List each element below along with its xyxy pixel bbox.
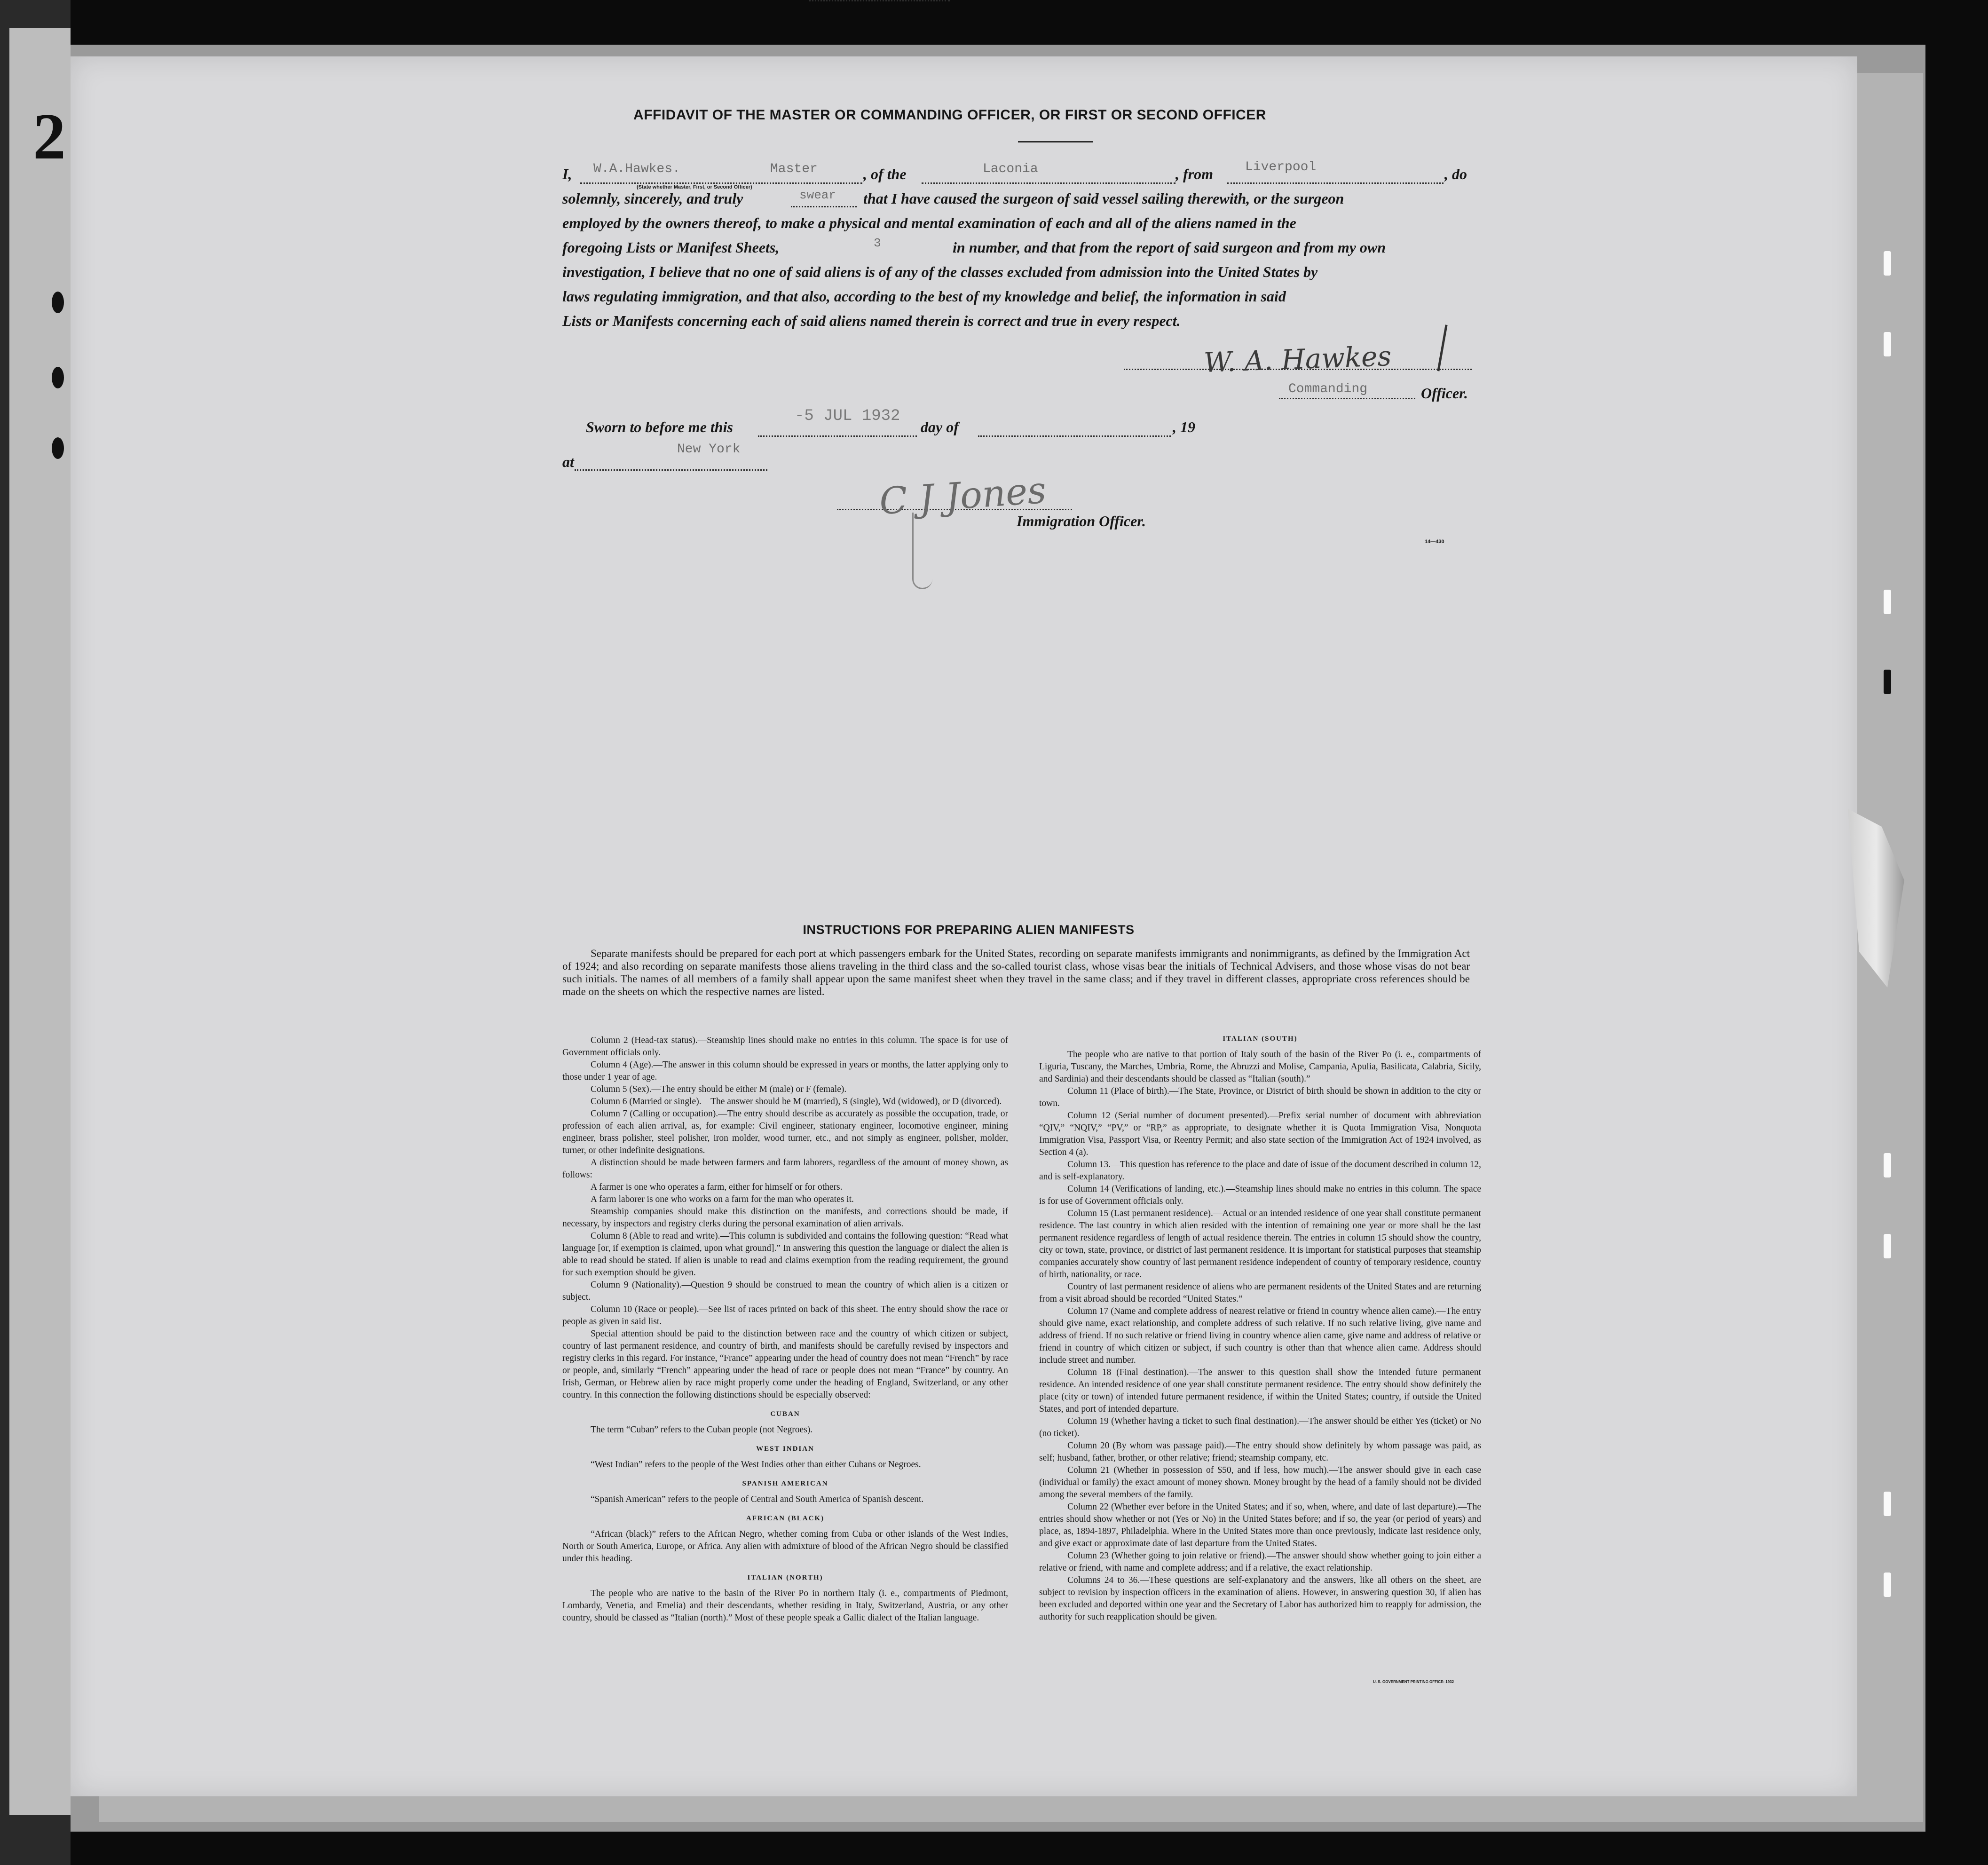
instruction-paragraph: Column 5 (Sex).—The entry should be either M (male) or F (female). — [591, 1084, 847, 1094]
punch-tab — [1884, 1234, 1891, 1258]
at-label: at — [562, 453, 574, 470]
west-indian-text: “West Indian” refers to the people of the West Indies other than either Cubans or Negroes. — [591, 1460, 921, 1470]
instruction-paragraph: Column 20 (By whom was passage paid).—The entry should show definitely by whom passage was paid, as self; husband, father, brother, or other relative; friend; steamship company, etc. — [1039, 1441, 1481, 1463]
binder-hole — [52, 292, 64, 313]
african-text: “African (black)” refers to the African Negro, whether coming from Cuba or other islands of the West Indies, North or South America, Europe, or Africa. Any alien with admixture of blood of the African Negro should be classified under this heading. — [562, 1529, 1008, 1564]
affidavit-line-3: employed by the owners thereof, to make a physical and mental examination of each and all of the aliens named in the — [562, 214, 1296, 231]
date-stamp: -5 JUL 1932 — [795, 407, 900, 425]
punch-tab — [1884, 1153, 1891, 1177]
instruction-paragraph: Column 22 (Whether ever before in the United States; and if so, when, where, and date of last departure).—The entries should show whether or not (Yes or No) in the United States before; and if so, the year (or period of years) and place, as, 1894-1897, Philadelphia. Where in the United States more than once previously, indicate last residence only, and give exact or approximate date of last departure from the United States. — [1039, 1502, 1481, 1549]
signature-loop — [912, 513, 932, 589]
instruction-paragraph: A farm laborer is one who works on a farm for the man who operates it. — [591, 1194, 854, 1204]
right-column-paragraphs — [1039, 1049, 1481, 1623]
rank-hint: (State whether Master, First, or Second Officer) — [637, 184, 752, 190]
punch-tab — [1884, 251, 1891, 276]
instruction-paragraph: Column 9 (Nationality).—Question 9 should be construed to mean the country of which alien is a citizen or subject. — [562, 1280, 1008, 1302]
affidavit-line-7: Lists or Manifests concerning each of said aliens named therein is correct and true in every respect. — [562, 312, 1181, 329]
sworn-label: Sworn to before me this — [586, 419, 733, 435]
instructions-right-column — [1039, 1033, 1481, 1623]
affidavit-line-5: investigation, I believe that no one of said aliens is of any of the classes excluded from admission into the United States by — [562, 263, 1318, 280]
do-label: , do — [1444, 166, 1467, 182]
binder-hole — [52, 437, 64, 459]
instruction-paragraph: Country of last permanent residence of aliens who are permanent residents of the United States and are returning from a visit abroad should be recorded “United States.” — [1039, 1282, 1481, 1304]
oath-line — [791, 206, 857, 207]
officer-title-value: Commanding — [1288, 382, 1368, 396]
instruction-paragraph: Column 17 (Name and complete address of nearest relative or friend in country whence alien came).—The entry should give name, exact relationship, and complete address of such relative. If no such relative living, give name and address of friend. If no such relative or friend living in country whence alien came, give name and address of relative or friend in country of which citizen or subject, if such country is other than that whence alien came. Address should include street and number. — [1039, 1306, 1481, 1365]
i-label: I, — [562, 166, 572, 182]
punch-tab — [1884, 1492, 1891, 1516]
affidavit-line-4-end: in number, and that from the report of said surgeon and from my own — [953, 239, 1386, 256]
sheets-value: 3 — [874, 236, 881, 250]
printer-mark: U. S. GOVERNMENT PRINTING OFFICE: 1932 — [1373, 1680, 1454, 1684]
instruction-paragraph: Column 8 (Able to read and write).—This column is subdivided and contains the following question: “Read what language [or, if exemption is claimed, upon what ground].” In answering this question the language or dialect the alien is able to read should be stated. If alien is unable to read and claims exemption from the reading requirement, the ground for such exemption should be given. — [562, 1231, 1008, 1278]
cuban-heading: CUBAN — [770, 1410, 800, 1418]
instruction-paragraph: Column 14 (Verifications of landing, etc.).—Steamship lines should make no entries in this column. The space is for use of Government officials only. — [1039, 1184, 1481, 1206]
west-indian-heading: WEST INDIAN — [756, 1445, 814, 1453]
place-value: New York — [677, 442, 741, 457]
punch-tab — [1884, 332, 1891, 356]
ship-line — [922, 182, 1175, 184]
instruction-paragraph: Columns 24 to 36.—These questions are self-explanatory and the answers, like all others on the sheet, are subject to revision by inspection officers in the examination of aliens. However, in answering question 30, if alien has been excluded and deported within one year and the Secretary of Labor has authorized him to reapply for admission, the authority for such reapplication should be given. — [1039, 1575, 1481, 1622]
left-column-paragraphs — [562, 1035, 1008, 1401]
instruction-paragraph: Column 21 (Whether in possession of $50, and if less, how much).—The answer should give in each case (individual or family) the exact amount of money shown. Money brought by the head of a family should not be divided among the several members of the family. — [1039, 1465, 1481, 1500]
instruction-paragraph: Steamship companies should make this distinction on the manifests, and corrections should be made, if necessary, by inspectors and registry clerks during the personal examination of alien arrivals. — [562, 1207, 1008, 1229]
affidavit-line-2-end: that I have caused the surgeon of said vessel sailing therewith, or the surgeon — [863, 190, 1344, 207]
instructions-title: INSTRUCTIONS FOR PREPARING ALIEN MANIFESTS — [803, 923, 1135, 937]
corner-mark: 2 — [33, 100, 66, 173]
instruction-paragraph: A distinction should be made between farmers and farm laborers, regardless of the amount of money shown, as follows: — [562, 1158, 1008, 1180]
italian-north-text: The people who are native to the basin of the River Po in northern Italy (i. e., compartments of Piedmont, Lombardy, Venetia, and Emelia) and their descendants, whether residing in Italy, Switzerland, Austria, or any other country, should be classed as “Italian (north).” Most of these people speak a Gallic dialect of the Italian language. — [562, 1588, 1008, 1623]
instruction-paragraph: Column 23 (Whether going to join relative or friend).—The answer should show whether going to join either a relative or friend, with name and complete address; and if a relative, the exact relationship. — [1039, 1551, 1481, 1573]
punch-tab — [1884, 670, 1891, 694]
day-of-label: day of — [921, 419, 959, 435]
instruction-paragraph: Column 11 (Place of birth).—The State, Province, or District of birth should be shown in addition to the city or town. — [1039, 1086, 1481, 1108]
punch-tab — [1884, 590, 1891, 614]
instruction-paragraph: Column 2 (Head-tax status).—Steamship lines should make no entries in this column. The space is for use of Government officials only. — [562, 1035, 1008, 1058]
immigration-officer-label: Immigration Officer. — [1017, 513, 1146, 529]
spanish-american-heading: SPANISH AMERICAN — [742, 1480, 828, 1487]
master-signature: W. A. Hawkes — [1203, 340, 1392, 379]
place-line — [575, 469, 767, 471]
from-label: , from — [1175, 166, 1213, 182]
month-line — [978, 435, 1171, 437]
title-rule — [1018, 141, 1093, 142]
spanish-american-text: “Spanish American” refers to the people of Central and South America of Spanish descent. — [591, 1494, 924, 1504]
african-heading: AFRICAN (BLACK) — [746, 1515, 825, 1522]
instruction-paragraph: Column 18 (Final destination).—The answer to this question shall show the intended future permanent residence. An intended residence of one year shall constitute permanent residence. The entry should show definitely the place (city or town) of intended future permanent residence, if within the United States; country, if outside the United States, and port of intended departure. — [1039, 1367, 1481, 1414]
instruction-paragraph: Column 7 (Calling or occupation).—The entry should describe as accurately as possible the occupation, trade, or profession of each alien arrival, as, for example: Civil engineer, stationary engineer, locomotive engineer, mining engineer, brass polisher, steel polisher, iron molder, wood turner, etc., and not simply as engineer, polisher, molder, turner, or other indefinite designations. — [562, 1109, 1008, 1155]
of-the-label: , of the — [863, 166, 907, 182]
binder-hole — [52, 367, 64, 388]
officer-label: Officer. — [1421, 385, 1468, 402]
sworn-date-line — [758, 435, 917, 437]
instruction-paragraph: Column 4 (Age).—The answer in this column should be expressed in years or months, the latter applying only to those under 1 year of age. — [562, 1060, 1008, 1082]
instruction-paragraph: Column 6 (Married or single).—The answer should be M (married), S (single), Wd (widowed), or D (divorced). — [591, 1097, 1002, 1106]
instruction-paragraph: Column 12 (Serial number of document presented).—Prefix serial number of document with abbreviation “QIV,” “NQIV,” “PV,” or “RP,” as appropriate, to designate whether it is Quota Immigration Visa, Nonquota Immigration Visa, Passport Visa, or Reentry Permit; and also state section of the Immigration Act of 1924 involved, as Section 4 (a). — [1039, 1111, 1481, 1157]
instruction-paragraph: Column 19 (Whether having a ticket to such final destination).—The answer should be either Yes (ticket) or No (no ticket). — [1039, 1416, 1481, 1438]
instruction-paragraph: Column 10 (Race or people).—See list of races printed on back of this sheet. The entry should show the race or people as given in said list. — [562, 1304, 1008, 1327]
italian-north-heading: ITALIAN (NORTH) — [747, 1574, 823, 1581]
affidavit-title: AFFIDAVIT OF THE MASTER OR COMMANDING OFFICER, OR FIRST OR SECOND OFFICER — [633, 107, 1266, 123]
instructions-intro — [562, 947, 1470, 998]
cuban-text: The term “Cuban” refers to the Cuban people (not Negroes). — [591, 1425, 813, 1435]
affidavit-line-6: laws regulating immigration, and that also, according to the best of my knowledge and belief, the information in said — [562, 288, 1286, 305]
instruction-paragraph: The people who are native to that portion of Italy south of the basin of the River Po (i. e., compartments of Liguria, Tuscany, the Marches, Umbria, Rome, the Abruzzi and Molise, Campania, Apulia, Basilicata, Calabria, Sicily, and Sardinia) and their descendants should be classed as “Italian (south).” — [1039, 1050, 1481, 1084]
form-number: 14—430 — [1425, 539, 1444, 545]
instruction-paragraph: Special attention should be paid to the distinction between race and the country of which citizen or subject, country of last permanent residence, and country of birth, and manifests should be carefully revised by inspectors and registry clerks in this regard. For instance, “France” appearing under the head of country does not mean “French” by race or people, and, similarly “French” appearing under the head of race or people does not mean “France” by country. An Irish, German, or Hebrew alien by race might properly come under the heading of England, Switzerland, or any other country. In this connection the following distinctions should be especially observed: — [562, 1329, 1008, 1400]
sheets-count-line — [809, 0, 950, 1]
instruction-paragraph: A farmer is one who operates a farm, either for himself or for others. — [591, 1182, 843, 1192]
officer-title-line — [1279, 398, 1415, 399]
name-rank-line — [580, 182, 862, 184]
port-line — [1227, 182, 1444, 184]
name-value: W.A.Hawkes. — [593, 162, 680, 176]
instruction-paragraph: Column 15 (Last permanent residence).—Actual or an intended residence of one year shall constitute permanent residence. The last country in which alien resided with the intention of remaining one year or more shall be the last permanent residence regardless of length of actual residence therein. The entries in column 15 should show the country, city or town, state, province, or district of last permanent residence. It is important for statistical purposes that steamship companies accurately show country of last permanent residence independent of country of temporary residence, country of birth, nationality, or race. — [1039, 1209, 1481, 1280]
instruction-paragraph: Column 13.—This question has reference to the place and date of issue of the document described in column 12, and is self-explanatory. — [1039, 1160, 1481, 1182]
rank-value: Master — [770, 162, 818, 176]
ship-value: Laconia — [983, 162, 1038, 176]
year-label: , 19 — [1173, 419, 1195, 435]
affidavit-line-2-start: solemnly, sincerely, and truly — [562, 190, 743, 207]
instructions-left-column — [562, 1035, 1008, 1624]
punch-tab — [1884, 1573, 1891, 1597]
oath-value: swear — [799, 188, 836, 202]
italian-south-heading: ITALIAN (SOUTH) — [1223, 1035, 1298, 1043]
immigration-officer-signature: C J Jones — [878, 469, 1048, 523]
port-value: Liverpool — [1245, 160, 1317, 174]
intro-paragraph: Separate manifests should be prepared for each port at which passengers embark for the United States, recording on separate manifests immigrants and nonimmigrants, as defined by the Immigration Act of 1924; and also recording on separate manifests those aliens traveling in the third class and the so-called tourist class, whose visas bear the initials of Technical Advisers, and those whose visas do not bear such initials. The names of all members of a family shall appear upon the same manifest sheet when they travel in the same class; and if they travel in different classes, appropriate cross references should be made on the sheets on which the respective names are listed. — [562, 948, 1470, 997]
affidavit-line-4-start: foregoing Lists or Manifest Sheets, — [562, 239, 780, 256]
